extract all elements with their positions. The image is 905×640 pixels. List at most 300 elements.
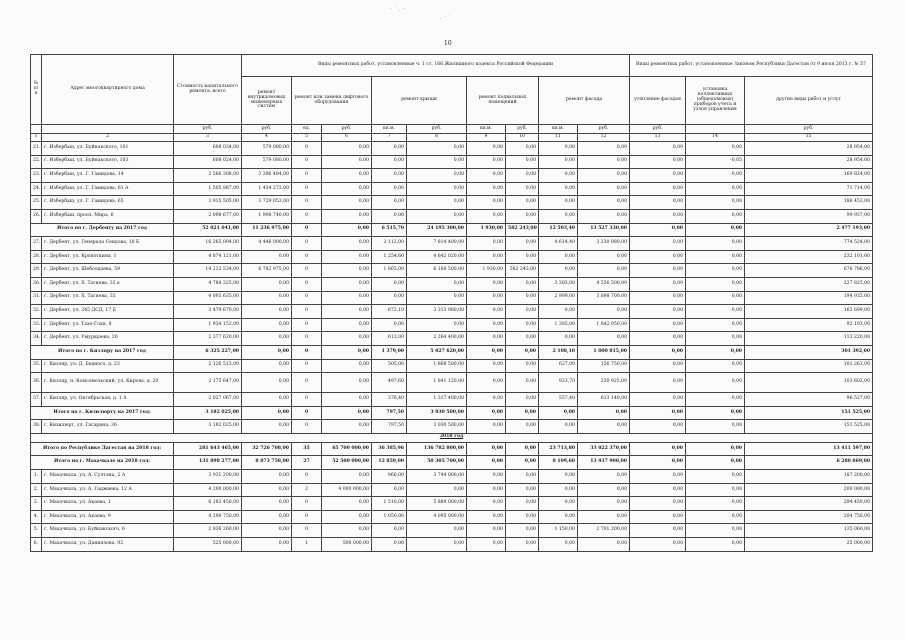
row-number: 32. xyxy=(31,305,42,319)
subtotal-label: Итого по г. Махачкале на 2018 год: xyxy=(31,456,174,470)
value-cell: 0,00 xyxy=(539,209,578,223)
value-cell: 0,00 xyxy=(467,483,506,497)
value-cell: 0,00 xyxy=(467,291,506,305)
table-row xyxy=(31,393,873,407)
value-cell: 36 385,96 xyxy=(372,442,407,456)
unit-cell: руб. xyxy=(506,125,539,134)
value-cell: 3 182 025,00 xyxy=(174,420,242,434)
value-cell: 0,00 xyxy=(630,470,686,484)
value-cell: 2 836 260,00 xyxy=(174,524,242,538)
value-cell: 52 500 000,00 xyxy=(322,456,372,470)
value-cell: 0,00 xyxy=(578,510,630,524)
value-cell: 4 000 000,00 xyxy=(322,483,372,497)
value-cell: 0,00 xyxy=(578,182,630,196)
value-cell: 0,00 xyxy=(242,406,292,420)
value-cell: 0,00 xyxy=(630,169,686,183)
value-cell: 0,00 xyxy=(686,406,745,420)
address-cell: г. Избербаш, ул. Г. Гамидова, 61 А xyxy=(42,182,174,196)
value-cell: 557,40 xyxy=(539,393,578,407)
unit-cell: руб. xyxy=(407,125,467,134)
column-number: 1 xyxy=(31,134,42,142)
unit-cell: руб. xyxy=(174,125,242,134)
value-cell: 0,00 xyxy=(630,155,686,169)
value-cell: 627,00 xyxy=(539,359,578,373)
value-cell: 5 027 620,00 xyxy=(407,345,467,359)
value-cell: 0,00 xyxy=(322,332,372,346)
value-cell: 0,00 xyxy=(407,277,467,291)
value-cell: 4 093 635,00 xyxy=(174,291,242,305)
value-cell: 0,00 xyxy=(578,209,630,223)
value-cell: 0 xyxy=(292,237,322,251)
header-roof: ремонт крыши xyxy=(372,77,467,125)
value-cell: 0,00 xyxy=(539,332,578,346)
units-row xyxy=(31,125,873,134)
unit-cell xyxy=(686,125,745,134)
value-cell: 0,00 xyxy=(372,318,407,332)
value-cell: 582 243,00 xyxy=(506,264,539,278)
value-cell: 33 022 370,00 xyxy=(578,442,630,456)
value-cell: 0,00 xyxy=(242,359,292,373)
subtotal-row xyxy=(31,406,873,420)
address-cell: г. Избербаш, ул. Буйнакского, 103 xyxy=(42,155,174,169)
value-cell: 0,00 xyxy=(467,209,506,223)
value-cell: 6 280 869,00 xyxy=(745,456,873,470)
address-cell: г. Дербент, ул. Х. Тагиева, 33 в xyxy=(42,277,174,291)
value-cell: 8 109,60 xyxy=(539,456,578,470)
value-cell: 3 313 980,00 xyxy=(407,305,467,319)
page-number: 10 xyxy=(444,40,452,47)
value-cell: 0,00 xyxy=(506,182,539,196)
value-cell: 0,00 xyxy=(578,264,630,278)
value-cell: 0,00 xyxy=(467,393,506,407)
value-cell: 227 825,00 xyxy=(745,277,873,291)
value-cell: 0,00 xyxy=(407,209,467,223)
value-cell: 0,00 xyxy=(372,291,407,305)
header-basement: ремонт подвальных помещений xyxy=(467,77,539,125)
value-cell: 0,00 xyxy=(630,442,686,456)
value-cell: 0,00 xyxy=(630,420,686,434)
value-cell: 2 112,00 xyxy=(372,237,407,251)
value-cell: 0,00 xyxy=(407,155,467,169)
value-cell: 0,00 xyxy=(506,538,539,552)
value-cell: 0,00 xyxy=(372,169,407,183)
table-row xyxy=(31,169,873,183)
value-cell: 0,00 xyxy=(467,305,506,319)
value-cell: 3 931 200,00 xyxy=(174,470,242,484)
value-cell: 50 305 700,00 xyxy=(407,456,467,470)
value-cell: 0,00 xyxy=(630,497,686,511)
unit-cell: кв.м. xyxy=(372,125,407,134)
value-cell: 0 xyxy=(292,420,322,434)
value-cell: 0 xyxy=(292,155,322,169)
value-cell: 13 937 900,00 xyxy=(578,456,630,470)
value-cell: 28 954,00 xyxy=(745,155,873,169)
address-cell: г. Избербаш, просп. Мира, 6 xyxy=(42,209,174,223)
value-cell: 151 525,00 xyxy=(745,420,873,434)
value-cell: 0,00 xyxy=(686,250,745,264)
address-cell: г. Кизляр, ул. Д. Бедного, д. 23 xyxy=(42,359,174,373)
value-cell: 6 515,70 xyxy=(372,223,407,237)
value-cell: 0,00 xyxy=(506,406,539,420)
value-cell: 0,00 xyxy=(539,155,578,169)
value-cell: 16 265 004,00 xyxy=(174,237,242,251)
value-cell: 301 392,00 xyxy=(745,345,873,359)
value-cell: 0,00 xyxy=(686,196,745,210)
row-number: 33. xyxy=(31,318,42,332)
value-cell: 0,00 xyxy=(686,182,745,196)
value-cell: 923,70 xyxy=(539,373,578,393)
value-cell: 0 xyxy=(292,406,322,420)
value-cell: 0,00 xyxy=(322,169,372,183)
table-row xyxy=(31,332,873,346)
table-row xyxy=(31,538,873,552)
value-cell: 0,00 xyxy=(372,142,407,156)
value-cell: 2 377 620,00 xyxy=(174,332,242,346)
value-cell: 0,00 xyxy=(630,277,686,291)
value-cell: 0,00 xyxy=(506,291,539,305)
table-row xyxy=(31,524,873,538)
value-cell: 96 527,00 xyxy=(745,393,873,407)
value-cell: 230 925,00 xyxy=(578,373,630,393)
value-cell: 1 385,00 xyxy=(539,318,578,332)
value-cell: 0,00 xyxy=(407,169,467,183)
value-cell: 281 643 465,00 xyxy=(174,442,242,456)
value-cell: 294 450,00 xyxy=(745,497,873,511)
value-cell: 0,00 xyxy=(578,250,630,264)
column-number: 12 xyxy=(578,134,630,142)
column-number: 10 xyxy=(506,134,539,142)
value-cell: 0,00 xyxy=(322,196,372,210)
value-cell: 11 236 975,00 xyxy=(242,223,292,237)
value-cell: 3 915 505,00 xyxy=(174,196,242,210)
value-cell: 0 xyxy=(292,182,322,196)
value-cell: 0,00 xyxy=(578,196,630,210)
unit-cell: ед. xyxy=(292,125,322,134)
value-cell: 3 729 052,00 xyxy=(242,196,292,210)
value-cell: 0,00 xyxy=(506,250,539,264)
row-number: 30. xyxy=(31,277,42,291)
value-cell: 1 505 987,00 xyxy=(174,182,242,196)
value-cell: 28 954,00 xyxy=(745,142,873,156)
value-cell: 3 305,00 xyxy=(539,277,578,291)
value-cell: 2 126 513,00 xyxy=(174,359,242,373)
value-cell: 0 xyxy=(292,332,322,346)
value-cell: 135 060,00 xyxy=(745,524,873,538)
value-cell: 0,00 xyxy=(539,196,578,210)
value-cell: 0,00 xyxy=(242,291,292,305)
value-cell: 0,00 xyxy=(578,483,630,497)
value-cell: 0 xyxy=(292,209,322,223)
value-cell: 131 898 277,00 xyxy=(174,456,242,470)
table-row xyxy=(31,182,873,196)
value-cell: 1 254,60 xyxy=(372,250,407,264)
value-cell: 0,00 xyxy=(322,497,372,511)
value-cell: 0,00 xyxy=(686,169,745,183)
value-cell: 0,00 xyxy=(686,483,745,497)
value-cell: 0,00 xyxy=(467,406,506,420)
address-cell: г. Дербент, ул. Шеболдаева, 59 xyxy=(42,264,174,278)
value-cell: 6 160 500,00 xyxy=(407,264,467,278)
value-cell: 1 xyxy=(292,538,322,552)
value-cell: 52 021 041,00 xyxy=(174,223,242,237)
value-cell: 1 998 740,00 xyxy=(242,209,292,223)
value-cell: 0,00 xyxy=(242,470,292,484)
address-cell: г. Избербаш, ул. Буйнакского, 101 xyxy=(42,142,174,156)
value-cell: 0,00 xyxy=(467,470,506,484)
value-cell: 608 034,00 xyxy=(174,142,242,156)
value-cell: 0,00 xyxy=(539,305,578,319)
value-cell: 0,00 xyxy=(578,497,630,511)
address-cell: г. Махачкала, ул. Буйнакского, 6 xyxy=(42,524,174,538)
column-number: 8 xyxy=(407,134,467,142)
value-cell: 0,00 xyxy=(630,196,686,210)
value-cell: 0 xyxy=(292,373,322,393)
value-cell: 1 050,00 xyxy=(372,510,407,524)
column-number: 7 xyxy=(372,134,407,142)
value-cell: 0,00 xyxy=(686,223,745,237)
header-elevator: ремонт или замена лифтового оборудования xyxy=(292,77,372,125)
row-number: 36. xyxy=(31,373,42,393)
value-cell: 960,00 xyxy=(372,470,407,484)
value-cell: 774 524,00 xyxy=(745,237,873,251)
value-cell: 0,00 xyxy=(242,277,292,291)
value-cell: 0,00 xyxy=(467,182,506,196)
value-cell: 0,00 xyxy=(372,524,407,538)
value-cell: 0,00 xyxy=(539,470,578,484)
value-cell: 0,00 xyxy=(242,497,292,511)
value-cell: 0 xyxy=(292,142,322,156)
value-cell: 0,00 xyxy=(322,318,372,332)
address-cell: г. Кизляр, п. Комсомольский, ул. Кирова, д. 20 xyxy=(42,373,174,393)
value-cell: 0,00 xyxy=(578,155,630,169)
address-cell: г. Кизилюрт, ул. Гагарина, 36 xyxy=(42,420,174,434)
value-cell: 101 263,00 xyxy=(745,359,873,373)
subtotal-label: Итого по Республике Дагестан на 2018 год: xyxy=(31,442,174,456)
value-cell: 0,00 xyxy=(506,237,539,251)
value-cell: 151 525,00 xyxy=(745,406,873,420)
row-number: 37. xyxy=(31,393,42,407)
value-cell: 0,00 xyxy=(506,155,539,169)
value-cell: 0,00 xyxy=(372,196,407,210)
value-cell: 12 859,00 xyxy=(372,456,407,470)
row-number: 31. xyxy=(31,291,42,305)
value-cell: 0,00 xyxy=(539,169,578,183)
value-cell: 0,00 xyxy=(407,318,467,332)
value-cell: 12 503,40 xyxy=(539,223,578,237)
column-number: 15 xyxy=(745,134,873,142)
value-cell: 0,00 xyxy=(467,196,506,210)
value-cell: 0,00 xyxy=(630,345,686,359)
column-number: 2 xyxy=(42,134,174,142)
value-cell: 0,00 xyxy=(242,250,292,264)
repair-program-table xyxy=(30,54,873,552)
column-number: 3 xyxy=(174,134,242,142)
value-cell: 0,00 xyxy=(539,142,578,156)
value-cell: 0 xyxy=(292,264,322,278)
value-cell: 103 602,00 xyxy=(745,373,873,393)
value-cell: 0 xyxy=(292,318,322,332)
year-separator-row xyxy=(31,433,873,442)
unit-cell: руб. xyxy=(745,125,873,134)
value-cell: 0,00 xyxy=(467,169,506,183)
value-cell: 0,00 xyxy=(407,182,467,196)
value-cell: 0,00 xyxy=(467,524,506,538)
value-cell: 0,00 xyxy=(506,305,539,319)
value-cell: 136 782 800,00 xyxy=(407,442,467,456)
value-cell: 608 024,00 xyxy=(174,155,242,169)
value-cell: 0,00 xyxy=(322,406,372,420)
value-cell: 0,00 xyxy=(630,538,686,552)
value-cell: 0,00 xyxy=(506,277,539,291)
column-number: 4 xyxy=(242,134,292,142)
value-cell: 0,00 xyxy=(630,291,686,305)
value-cell: 0,00 xyxy=(578,142,630,156)
value-cell: 0,00 xyxy=(506,524,539,538)
value-cell: 0,00 xyxy=(578,305,630,319)
value-cell: 0,00 xyxy=(578,470,630,484)
header-address: Адрес многоквартирного дома xyxy=(42,55,174,125)
value-cell: 0,00 xyxy=(630,483,686,497)
row-number: 25. xyxy=(31,196,42,210)
row-number: 38. xyxy=(31,420,42,434)
value-cell: 0,00 xyxy=(322,237,372,251)
value-cell: 0,00 xyxy=(372,483,407,497)
value-cell: 0,00 xyxy=(630,510,686,524)
value-cell: 612,00 xyxy=(372,332,407,346)
value-cell: 2 108,10 xyxy=(539,345,578,359)
value-cell: 0,00 xyxy=(407,196,467,210)
value-cell: 0,00 xyxy=(630,264,686,278)
value-cell: 2 477 193,00 xyxy=(745,223,873,237)
value-cell: 32 726 708,00 xyxy=(242,442,292,456)
header-no: № п/п xyxy=(31,55,42,125)
value-cell: 4 200 000,00 xyxy=(174,483,242,497)
value-cell: 23 713,80 xyxy=(539,442,578,456)
value-cell: 0,00 xyxy=(686,332,745,346)
value-cell: 0,00 xyxy=(322,470,372,484)
value-cell: 0,00 xyxy=(467,538,506,552)
header-facade: ремонт фасада xyxy=(539,77,630,125)
value-cell: 4 446 000,00 xyxy=(242,237,292,251)
table-row xyxy=(31,196,873,210)
value-cell: 0 xyxy=(292,250,322,264)
value-cell: 4 614,40 xyxy=(539,237,578,251)
value-cell: 0,00 xyxy=(322,420,372,434)
value-cell: 0 xyxy=(292,345,322,359)
year-label: 2018 год xyxy=(31,433,873,442)
value-cell: 0,00 xyxy=(630,305,686,319)
value-cell: 4 874 121,00 xyxy=(174,250,242,264)
table-row xyxy=(31,155,873,169)
table-row xyxy=(31,209,873,223)
value-cell: 2 027 067,00 xyxy=(174,393,242,407)
value-cell: 1 841 120,00 xyxy=(407,373,467,393)
value-cell: 35 xyxy=(292,442,322,456)
value-cell: 613 140,00 xyxy=(578,393,630,407)
value-cell: 0,00 xyxy=(372,182,407,196)
value-cell: 0,00 xyxy=(506,196,539,210)
value-cell: 0,00 xyxy=(686,510,745,524)
value-cell: 3 396 484,00 xyxy=(242,169,292,183)
value-cell: 1 150,00 xyxy=(539,524,578,538)
value-cell: 0,00 xyxy=(539,497,578,511)
value-cell: 1 510,00 xyxy=(372,497,407,511)
value-cell: 0,00 xyxy=(539,420,578,434)
value-cell: 0,00 xyxy=(630,406,686,420)
value-cell: 0,00 xyxy=(686,497,745,511)
address-cell: г. Дербент, ул. Умурщаева, 20 xyxy=(42,332,174,346)
value-cell: 0,00 xyxy=(686,237,745,251)
value-cell: 0,00 xyxy=(630,332,686,346)
row-number: 1. xyxy=(31,470,42,484)
value-cell: 113 220,00 xyxy=(745,332,873,346)
value-cell: 0,00 xyxy=(407,142,467,156)
unit-cell: руб. xyxy=(630,125,686,134)
value-cell: 13 411 597,00 xyxy=(745,442,873,456)
subtotal-row xyxy=(31,456,873,470)
value-cell: 0,00 xyxy=(242,305,292,319)
value-cell: 0,00 xyxy=(467,510,506,524)
value-cell: 186 453,00 xyxy=(745,196,873,210)
column-number: 6 xyxy=(322,134,372,142)
address-cell: г. Дербент, ул. Кропоткина, 1 xyxy=(42,250,174,264)
table-row xyxy=(31,483,873,497)
value-cell: 0,00 xyxy=(506,318,539,332)
value-cell: 3 230 080,00 xyxy=(578,237,630,251)
unit-cell: руб. xyxy=(322,125,372,134)
table-row xyxy=(31,318,873,332)
row-number: 6. xyxy=(31,538,42,552)
value-cell: 0 xyxy=(292,196,322,210)
value-cell: 0,00 xyxy=(242,393,292,407)
value-cell: 0,00 xyxy=(686,359,745,373)
table-row xyxy=(31,250,873,264)
scan-speck: · ˙ . · xyxy=(390,6,405,13)
value-cell: 0,00 xyxy=(407,483,467,497)
value-cell: 3 898 700,00 xyxy=(578,291,630,305)
value-cell: 0,00 xyxy=(686,264,745,278)
subtotal-label: Итого по г. Дербенту на 2017 год xyxy=(31,223,174,237)
value-cell: 0,00 xyxy=(686,524,745,538)
value-cell: 3 030 500,00 xyxy=(407,406,467,420)
value-cell: 582 243,00 xyxy=(506,223,539,237)
value-cell: -0,05 xyxy=(686,155,745,169)
value-cell: 0,00 xyxy=(686,142,745,156)
value-cell: 579 080,00 xyxy=(242,155,292,169)
value-cell: 0,00 xyxy=(630,373,686,393)
value-cell: 0,00 xyxy=(322,291,372,305)
unit-cell: руб. xyxy=(578,125,630,134)
row-number: 22. xyxy=(31,155,42,169)
value-cell: 0,00 xyxy=(539,406,578,420)
value-cell: 797,50 xyxy=(372,406,407,420)
value-cell: 0,00 xyxy=(322,264,372,278)
value-cell: 0,00 xyxy=(506,209,539,223)
value-cell: 194 935,00 xyxy=(745,291,873,305)
address-cell: г. Избербаш, ул. Г. Гамидова, 65 xyxy=(42,196,174,210)
column-number: 13 xyxy=(630,134,686,142)
header-other: другие виды работ и услуг xyxy=(745,77,873,125)
address-cell: г. Махачкала, ул. Акаева, 1 xyxy=(42,497,174,511)
row-number: 3. xyxy=(31,497,42,511)
value-cell: 0,00 xyxy=(506,470,539,484)
value-cell: 500 000,00 xyxy=(322,538,372,552)
table-row xyxy=(31,142,873,156)
row-number: 28. xyxy=(31,250,42,264)
value-cell: 5 889 000,00 xyxy=(407,497,467,511)
row-number: 27. xyxy=(31,237,42,251)
value-cell: 0,00 xyxy=(242,373,292,393)
